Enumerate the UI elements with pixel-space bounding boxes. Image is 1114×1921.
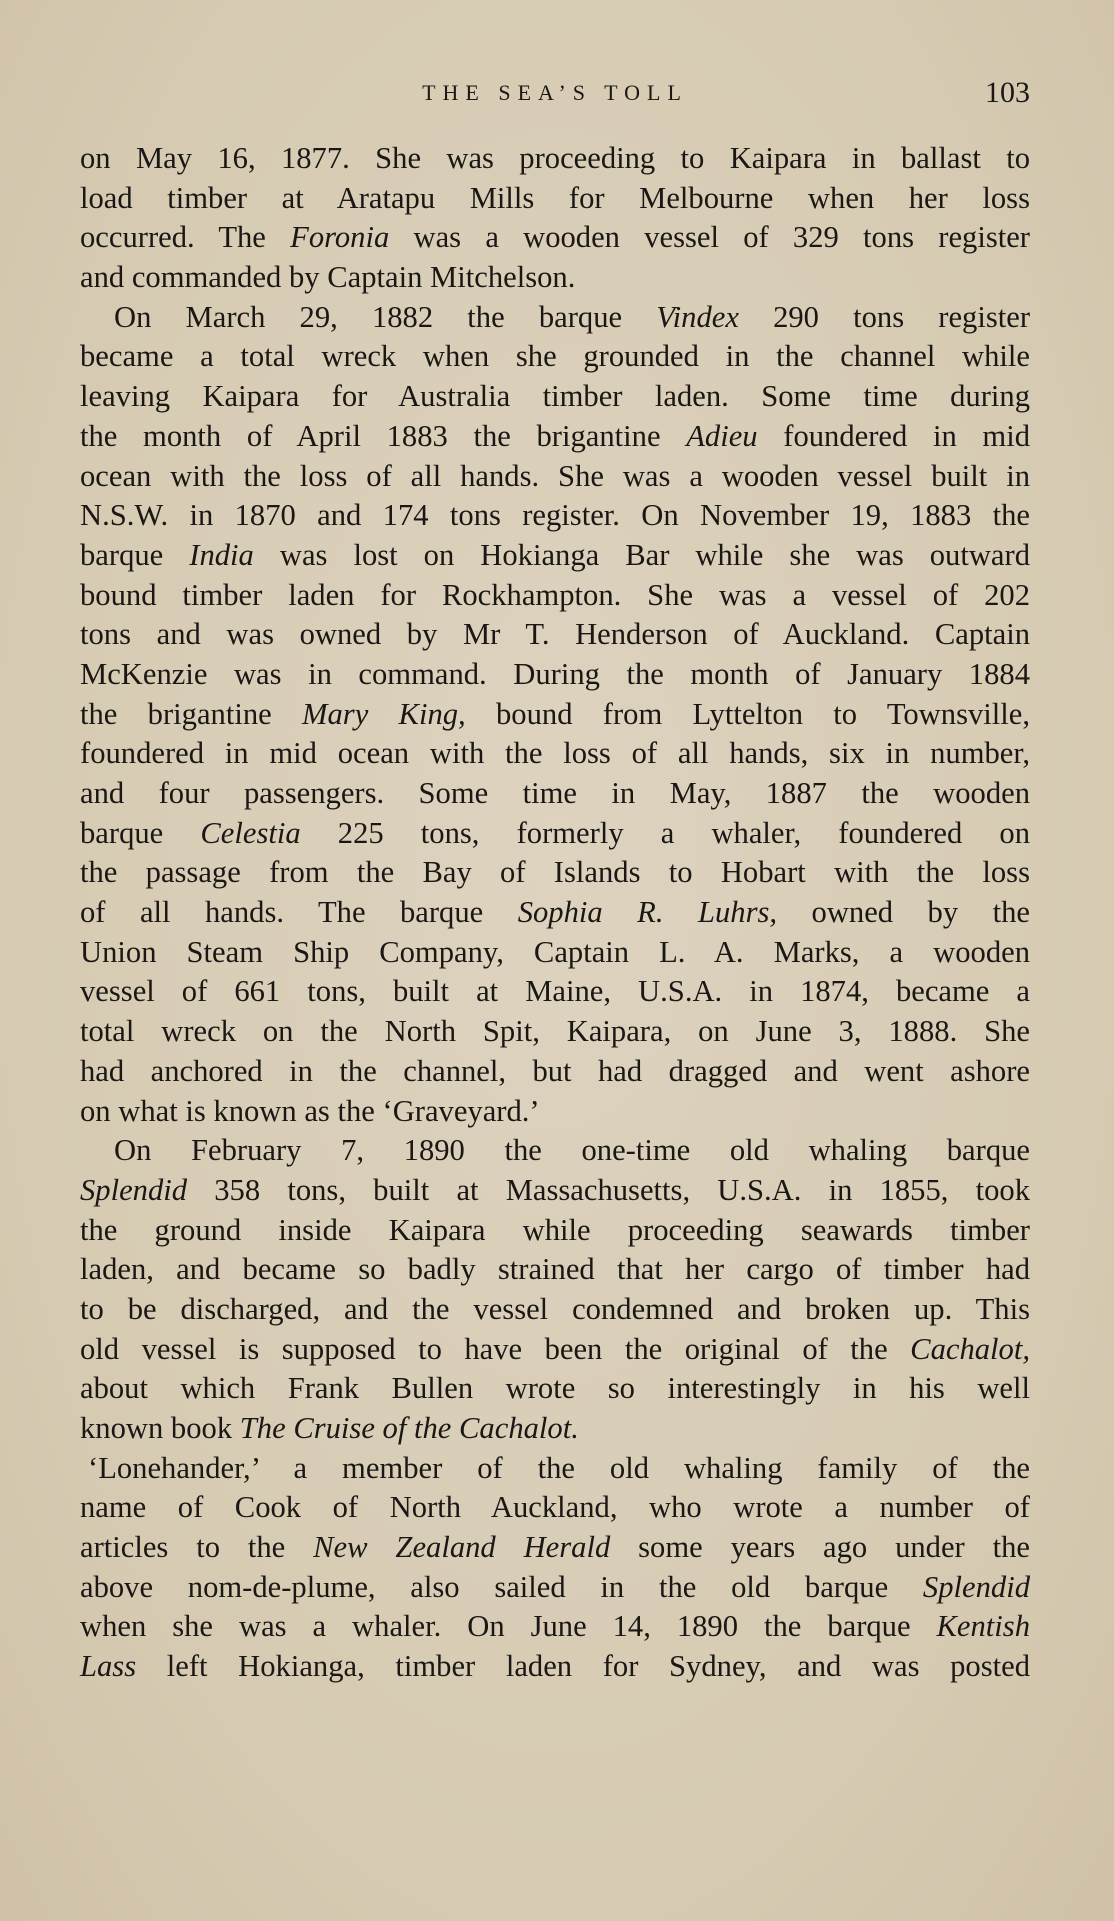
text-line: ocean with the loss of all hands. She was a wooden vessel built in bbox=[80, 458, 1030, 493]
text-line: Lass left Hokianga, timber laden for Sydney, and was posted bbox=[80, 1649, 1030, 1684]
newspaper-title: New Zealand Herald bbox=[313, 1530, 611, 1565]
body-text bbox=[80, 139, 1030, 1687]
text-line: on May 16, 1877. She was proceeding to Kaipara in ballast to bbox=[80, 141, 1030, 175]
text-line: and commanded by Captain Mitchelson. bbox=[80, 260, 576, 295]
book-title: The Cruise of the Cachalot. bbox=[239, 1411, 579, 1445]
text-line: laden, and became so badly strained that her cargo of timber had bbox=[80, 1252, 1030, 1287]
text-line: to be discharged, and the vessel condemned and broken up. This bbox=[80, 1291, 1030, 1326]
text-line: the ground inside Kaipara while proceeding seawards timber bbox=[80, 1212, 1030, 1247]
text-line: old vessel is supposed to have been the original of the Cachalot, bbox=[80, 1331, 1030, 1366]
ship-name: Celestia bbox=[200, 815, 301, 850]
text-line: McKenzie was in command. During the month of January 1884 bbox=[80, 656, 1030, 691]
text-line: barque Celestia 225 tons, formerly a whaler, foundered on bbox=[80, 815, 1030, 850]
page-number: 103 bbox=[985, 76, 1030, 109]
ship-name: Sophia R. Luhrs, bbox=[517, 895, 778, 930]
text-line: occurred. The Foronia was a wooden vessel of 329 tons register bbox=[80, 220, 1030, 255]
text-line: the brigantine Mary King, bound from Lyttelton to Townsville, bbox=[80, 696, 1030, 731]
text-line: Splendid 358 tons, built at Massachusetts, U.S.A. in 1855, took bbox=[80, 1172, 1030, 1207]
text-line: barque India was lost on Hokianga Bar while she was outward bbox=[80, 537, 1030, 572]
text-line: articles to the New Zealand Herald some years ago under the bbox=[80, 1530, 1030, 1565]
text-line: name of Cook of North Auckland, who wrote a number of bbox=[80, 1490, 1030, 1525]
text-line: the passage from the Bay of Islands to Hobart with the loss bbox=[80, 855, 1030, 890]
text-line: about which Frank Bullen wrote so interestingly in his well bbox=[80, 1371, 1030, 1406]
text-line: vessel of 661 tons, built at Maine, U.S.A. in 1874, became a bbox=[80, 974, 1030, 1009]
ship-name: Adieu bbox=[686, 418, 758, 453]
text-line: N.S.W. in 1870 and 174 tons register. On November 19, 1883 the bbox=[80, 498, 1030, 533]
text-line: had anchored in the channel, but had dragged and went ashore bbox=[80, 1053, 1030, 1088]
text-line: On March 29, 1882 the barque Vindex 290 tons register bbox=[114, 299, 1031, 334]
text-line: ‘Lonehander,’ a member of the old whaling family of the bbox=[88, 1450, 1030, 1485]
ship-name: Mary King, bbox=[302, 696, 466, 731]
text-line: load timber at Aratapu Mills for Melbourne when her loss bbox=[80, 180, 1030, 215]
text-line: foundered in mid ocean with the loss of all hands, six in number, bbox=[80, 736, 1030, 771]
text-line: known book The Cruise of the Cachalot. bbox=[80, 1411, 579, 1445]
text-line: bound timber laden for Rockhampton. She was a vessel of 202 bbox=[80, 577, 1030, 612]
text-line: of all hands. The barque Sophia R. Luhrs, owned by the bbox=[80, 895, 1031, 930]
ship-name: Lass bbox=[80, 1649, 137, 1684]
text-line: the month of April 1883 the brigantine Adieu foundered in mid bbox=[80, 418, 1031, 453]
text-line: became a total wreck when she grounded in the channel while bbox=[80, 339, 1030, 374]
text-line: on what is known as the ‘Graveyard.’ bbox=[80, 1093, 540, 1128]
text-line: and four passengers. Some time in May, 1887 the wooden bbox=[80, 776, 1030, 810]
text-line: total wreck on the North Spit, Kaipara, on June 3, 1888. She bbox=[80, 1014, 1030, 1049]
text-line: Union Steam Ship Company, Captain L. A. Marks, a wooden bbox=[80, 934, 1030, 969]
text-line: On February 7, 1890 the one-time old whaling barque bbox=[114, 1133, 1030, 1168]
ship-name: Splendid bbox=[80, 1172, 188, 1207]
ship-name: India bbox=[189, 537, 254, 572]
running-head bbox=[80, 76, 1030, 112]
text-line: leaving Kaipara for Australia timber laden. Some time during bbox=[80, 379, 1030, 414]
running-title: THE SEA’S TOLL bbox=[422, 80, 688, 105]
ship-name: Vindex bbox=[656, 299, 739, 334]
ship-name: Kentish bbox=[936, 1609, 1030, 1644]
ship-name: Splendid bbox=[922, 1569, 1030, 1604]
text-line: above nom-de-plume, also sailed in the old barque Splendid bbox=[80, 1569, 1030, 1604]
ship-name: Foronia bbox=[290, 220, 390, 255]
text-line: tons and was owned by Mr T. Henderson of Auckland. Captain bbox=[80, 617, 1030, 652]
ship-name: Cachalot, bbox=[910, 1331, 1030, 1366]
text-line: when she was a whaler. On June 14, 1890 the barque Kentish bbox=[80, 1609, 1030, 1644]
